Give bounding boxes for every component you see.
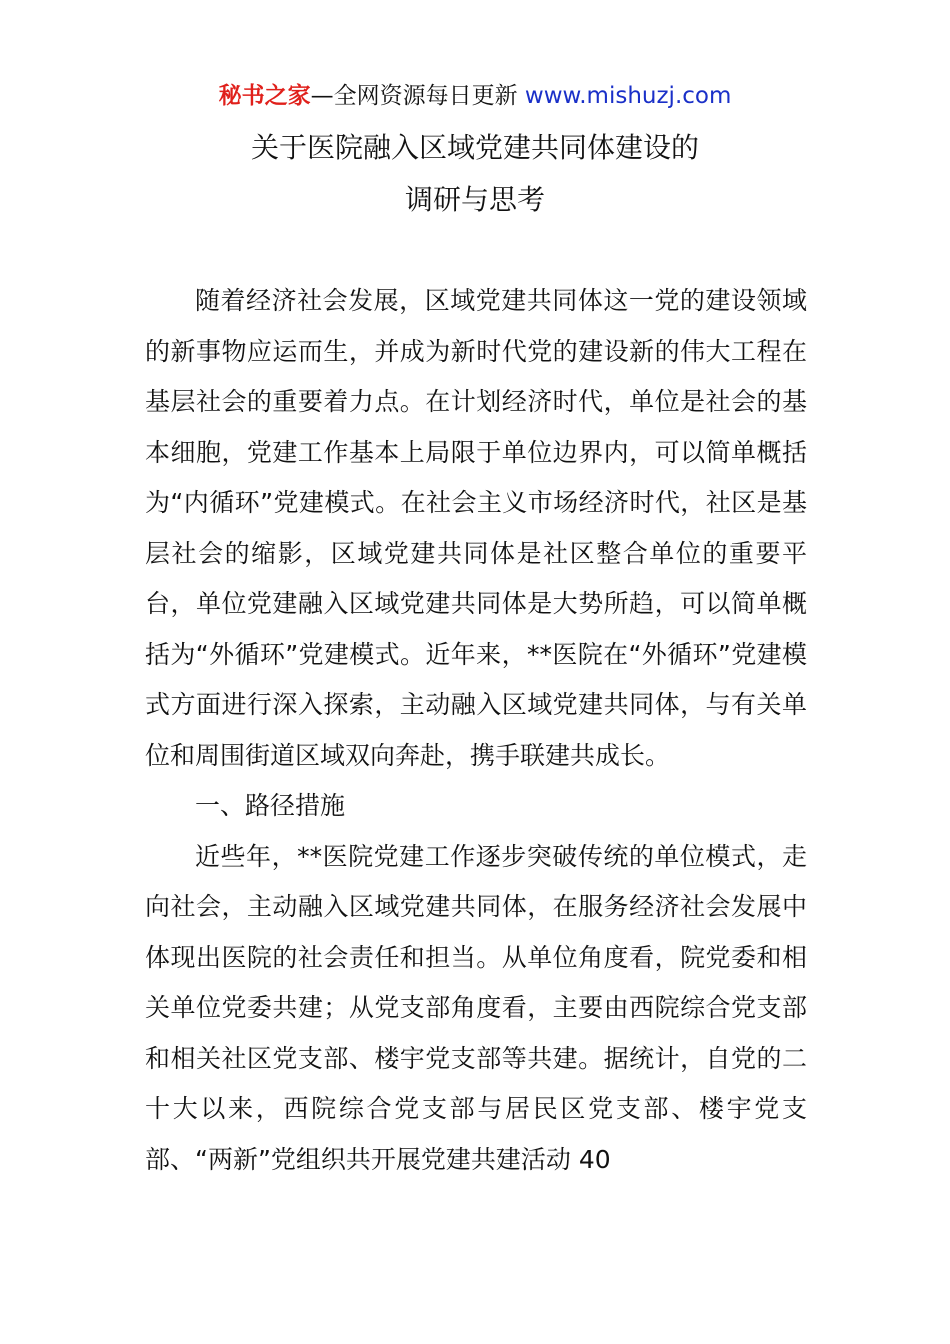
header-tagline: —全网资源每日更新 [310, 83, 525, 109]
document-title-line-2: 调研与思考 [404, 183, 545, 216]
brand-name: 秘书之家 [218, 83, 311, 109]
body-paragraph: 近些年，**医院党建工作逐步突破传统的单位模式，走向社会，主动融入区域党建共同体，在服务经济社会发展中体现出医院的社会责任和担当。从单位角度看，院党委和相关单位党委共建；从党支部角度看，主要由西院综合党支部和相关社区党支部、楼宇党支部等共建。据统计，自党的二十大以来，西院综合党支部与居民区党支部、楼宇党支部、“两新”党组织共开展党建共建活动 40 [145, 841, 807, 1174]
document-title-line-1: 关于医院融入区域党建共同体建设的 [250, 131, 699, 164]
intro-paragraph: 随着经济社会发展，区域党建共同体这一党的建设领域的新事物应运而生，并成为新时代党的建设新的伟大工程在基层社会的重要着力点。在计划经济时代，单位是社会的基本细胞，党建工作基本上局限于单位边界内，可以简单概括为“内循环”党建模式。在社会主义市场经济时代，社区是基层社会的缩影，区域党建共同体是社区整合单位的重要平台，单位党建融入区域党建共同体是大势所趋，可以简单概括为“外循环”党建模式。近年来，**医院在“外循环”党建模式方面进行深入探索，主动融入区域党建共同体，与有关单位和周围街道区域双向奔赴，携手联建共成长。 [145, 286, 807, 770]
site-header [0, 80, 950, 112]
document-body [145, 276, 807, 1185]
site-url-link[interactable]: www.mishuzj.com [524, 83, 732, 109]
section-heading: 一、路径措施 [195, 791, 346, 820]
